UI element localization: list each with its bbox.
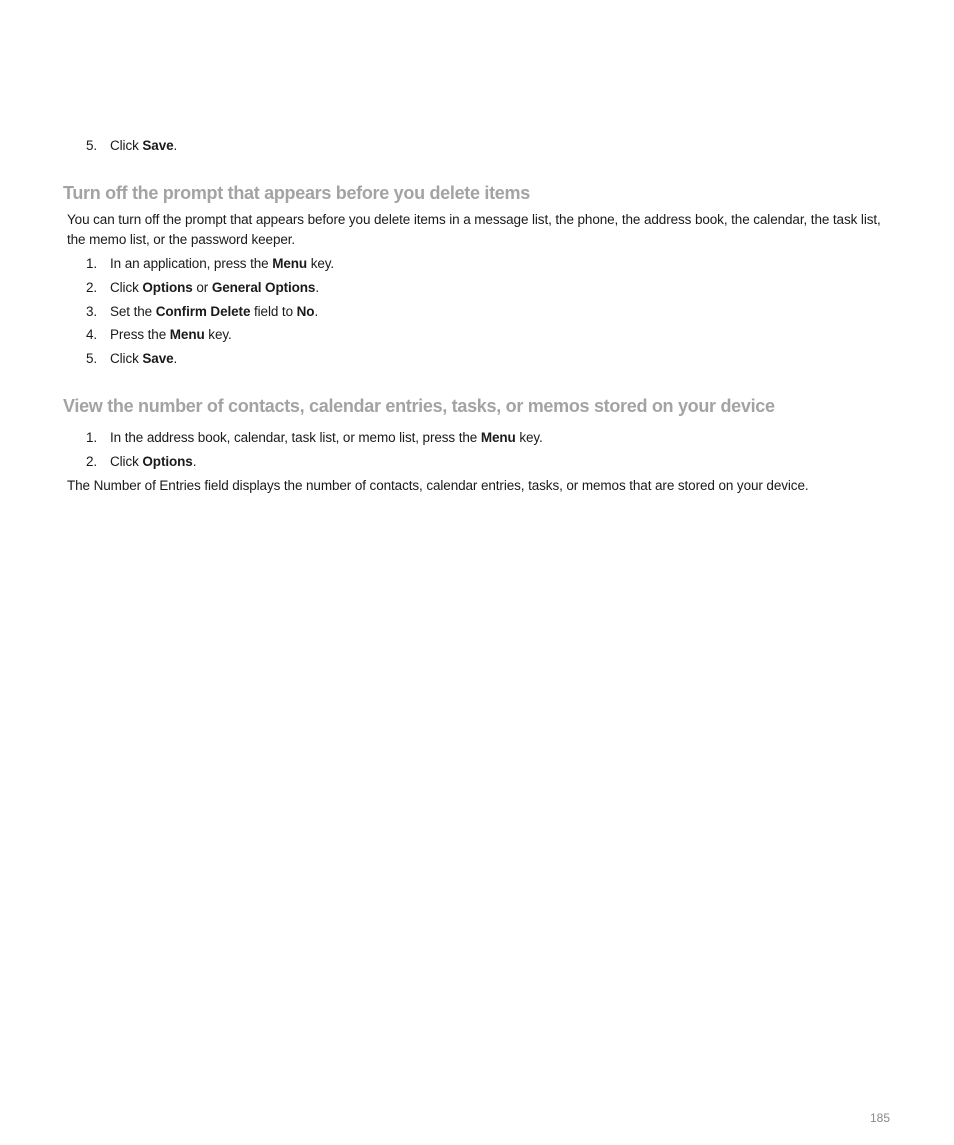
section-note: The Number of Entries field displays the number of contacts, calendar entries, tasks, or memos that are stored on your device. (67, 478, 809, 493)
step-number: 1. (86, 430, 98, 445)
ui-term: No (296, 304, 315, 319)
step-number: 2. (86, 454, 98, 469)
step-item: 5. Click Save. (86, 138, 178, 153)
step-item: 2. Click Options. (86, 454, 197, 469)
step-number: 3. (86, 304, 98, 319)
step-item: 1. In the address book, calendar, task list, or memo list, press the Menu key. (86, 430, 543, 445)
ui-term: Menu (480, 430, 516, 445)
ui-term: Menu (272, 256, 308, 271)
step-number: 2. (86, 280, 98, 295)
ui-term: General Options (211, 280, 316, 295)
ui-term: Menu (169, 327, 205, 342)
step-item: 5. Click Save. (86, 351, 178, 366)
ui-term: Confirm Delete (155, 304, 251, 319)
step-number: 4. (86, 327, 98, 342)
step-item: 1. In an application, press the Menu key. (86, 256, 335, 271)
section-intro: You can turn off the prompt that appears before you delete items in a message list, the phone, the address book, the calendar, the task list, the memo list, or the password keeper. (67, 212, 881, 247)
ui-term: Options (142, 454, 193, 469)
step-item: 2. Click Options or General Options. (86, 280, 319, 295)
section-heading: Turn off the prompt that appears before you delete items (63, 183, 530, 203)
page-number: 185 (869, 1111, 890, 1125)
step-number: 5. (86, 351, 98, 366)
step-number: 5. (86, 138, 98, 153)
section-heading: View the number of contacts, calendar entries, tasks, or memos stored on your device (63, 396, 775, 416)
ui-term: Save (142, 351, 174, 366)
ui-term: Options (142, 280, 193, 295)
step-item: 3. Set the Confirm Delete field to No. (86, 304, 319, 319)
step-number: 1. (86, 256, 98, 271)
ui-term: Save (142, 138, 174, 153)
step-item: 4. Press the Menu key. (86, 327, 232, 342)
